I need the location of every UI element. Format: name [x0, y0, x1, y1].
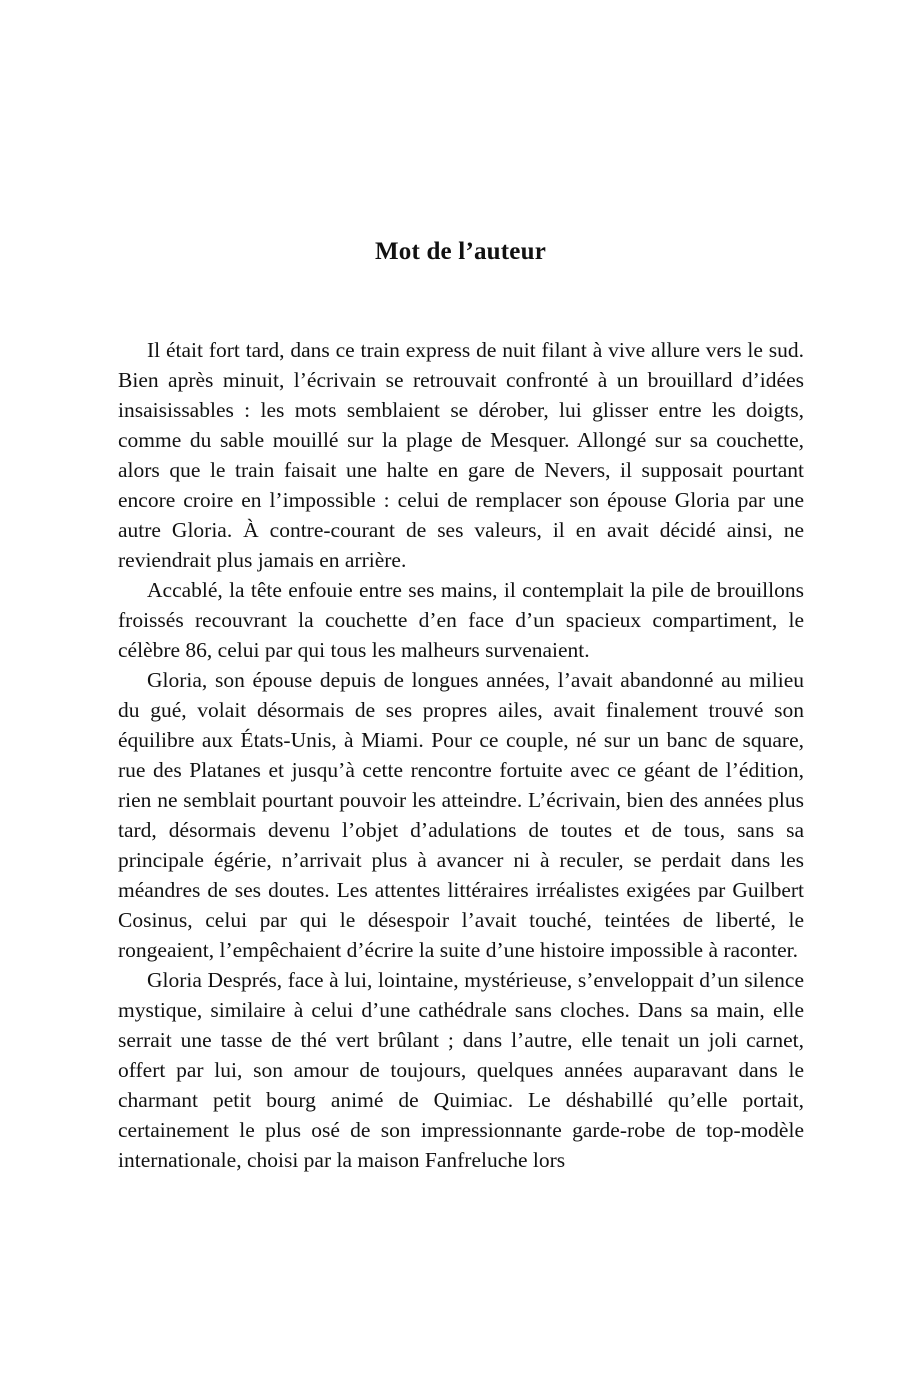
paragraph-2: Accablé, la tête enfouie entre ses mains, il contemplait la pile de brouillons froissés recouvrant la couchette d’en face d’un spacieux compartiment, le célèbre 86, celui par qui tous les malheurs survenaient. [118, 578, 804, 662]
chapter-title: Mot de l’auteur [374, 238, 547, 265]
paragraph-3: Gloria, son épouse depuis de longues années, l’avait abandonné au milieu du gué, volait désormais de ses propres ailes, avait finalement trouvé son équilibre aux États-Unis, à Miami. Pour ce couple, né sur un banc de square, rue des Platanes et jusqu’à cette rencontre fortuite avec ce géant de l’édition, rien ne semblait pourtant pouvoir les atteindre. L’écrivain, bien des années plus tard, désormais devenu l’objet d’adulations de toutes et de tous, sans sa principale égérie, n’arrivait plus à avancer ni à reculer, se perdait dans les méandres de ses doutes. Les attentes littéraires irréalistes exigées par Guilbert Cosinus, celui par qui le désespoir l’avait touché, teintées de liberté, le rongeaient, l’empêchaient d’écrire la suite d’une histoire impossible à raconter. [118, 668, 804, 962]
paragraph-4: Gloria Després, face à lui, lointaine, mystérieuse, s’enveloppait d’un silence mystique, similaire à celui d’une cathédrale sans cloches. Dans sa main, elle serrait une tasse de thé vert brûlant ; dans l’autre, elle tenait un joli carnet, offert par lui, son amour de toujours, quelques années auparavant dans le charmant petit bourg animé de Quimiac. Le déshabillé qu’elle portait, certainement le plus osé de son impressionnante garde-robe de top-modèle internationale, choisi par la maison Fanfreluche lors [118, 968, 804, 1172]
paragraph-1: Il était fort tard, dans ce train express de nuit filant à vive allure vers le sud. Bien après minuit, l’écrivain se retrouvait confronté à un brouillard d’idées insaisissables : les mots semblaient se dérober, lui glisser entre les doigts, comme du sable mouillé sur la plage de Mesquer. Allongé sur sa couchette, alors que le train faisait une halte en gare de Nevers, il supposait pourtant encore croire en l’impossible : celui de remplacer son épouse Gloria par une autre Gloria. À contre-courant de ses valeurs, il en avait décidé ainsi, ne reviendrait plus jamais en arrière. [118, 338, 804, 572]
chapter-body [118, 335, 804, 1175]
